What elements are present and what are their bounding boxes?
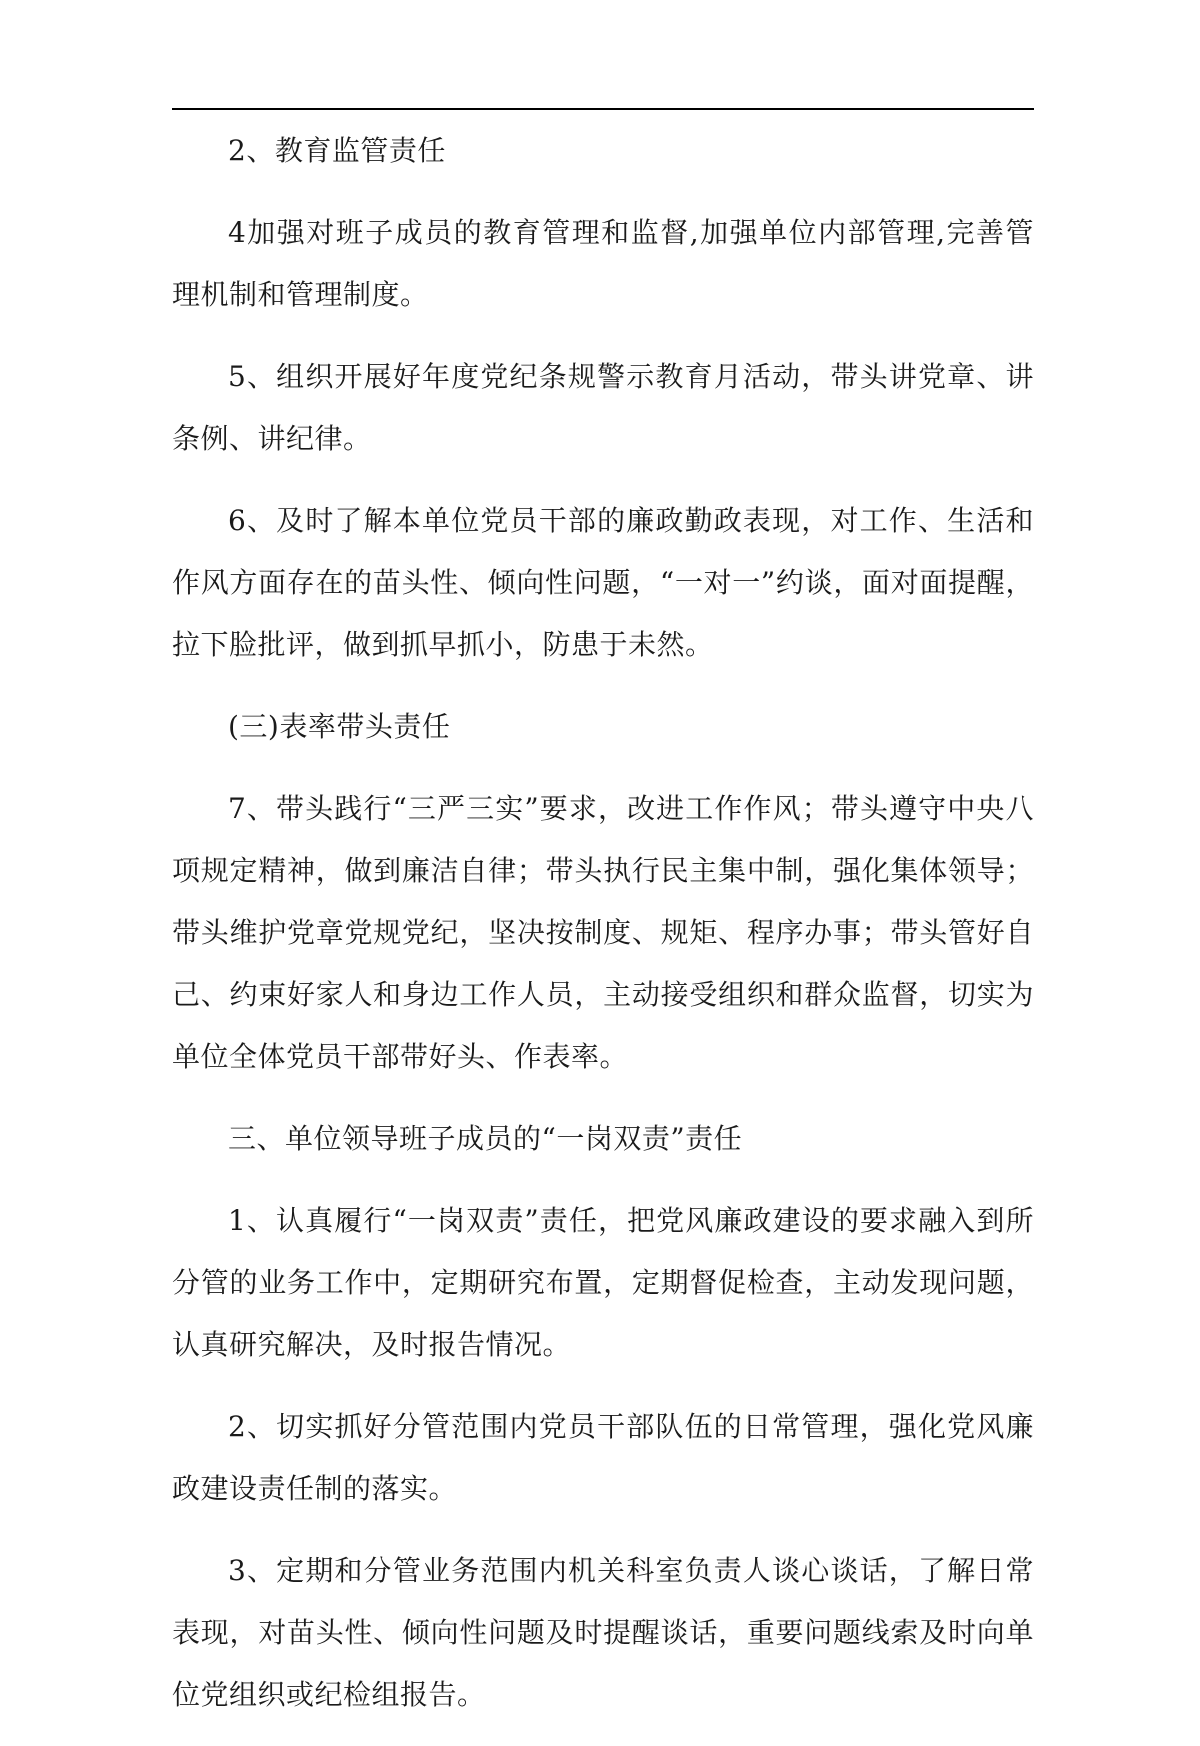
paragraph-item-7: 7、带头践行“三严三实”要求，改进工作作风；带头遵守中央八项规定精神，做到廉洁自律；带头执行民主集中制，强化集体领导；带头维护党章党规党纪，坚决按制度、规矩、程序办事；带头管好自己、约束好家人和身边工作人员，主动接受组织和群众监督，切实为单位全体党员干部带好头、作表率。 xyxy=(172,792,1034,1073)
document-body xyxy=(172,120,1034,1746)
paragraph-section-three-heading: 三、单位领导班子成员的“一岗双责”责任 xyxy=(228,1122,743,1155)
header-rule xyxy=(172,108,1034,110)
paragraph-item-6: 6、及时了解本单位党员干部的廉政勤政表现，对工作、生活和作风方面存在的苗头性、倾向性问题，“一对一”约谈，面对面提醒，拉下脸批评，做到抓早抓小，防患于未然。 xyxy=(172,504,1034,661)
paragraph-exemplary-heading: (三)表率带头责任 xyxy=(228,710,451,743)
paragraph-item-5: 5、组织开展好年度党纪条规警示教育月活动，带头讲党章、讲条例、讲纪律。 xyxy=(172,360,1034,455)
paragraph-education-supervision-heading: 2、教育监管责任 xyxy=(228,134,446,167)
paragraph-section-three-item-2: 2、切实抓好分管范围内党员干部队伍的日常管理，强化党风廉政建设责任制的落实。 xyxy=(172,1410,1034,1505)
paragraph-section-three-item-1: 1、认真履行“一岗双责”责任，把党风廉政建设的要求融入到所分管的业务工作中，定期研究布置，定期督促检查，主动发现问题，认真研究解决，及时报告情况。 xyxy=(172,1204,1034,1361)
paragraph-item-4: 4加强对班子成员的教育管理和监督,加强单位内部管理,完善管理机制和管理制度。 xyxy=(172,216,1034,311)
paragraph-section-three-item-3: 3、定期和分管业务范围内机关科室负责人谈心谈话，了解日常表现，对苗头性、倾向性问题及时提醒谈话，重要问题线索及时向单位党组织或纪检组报告。 xyxy=(172,1554,1034,1711)
